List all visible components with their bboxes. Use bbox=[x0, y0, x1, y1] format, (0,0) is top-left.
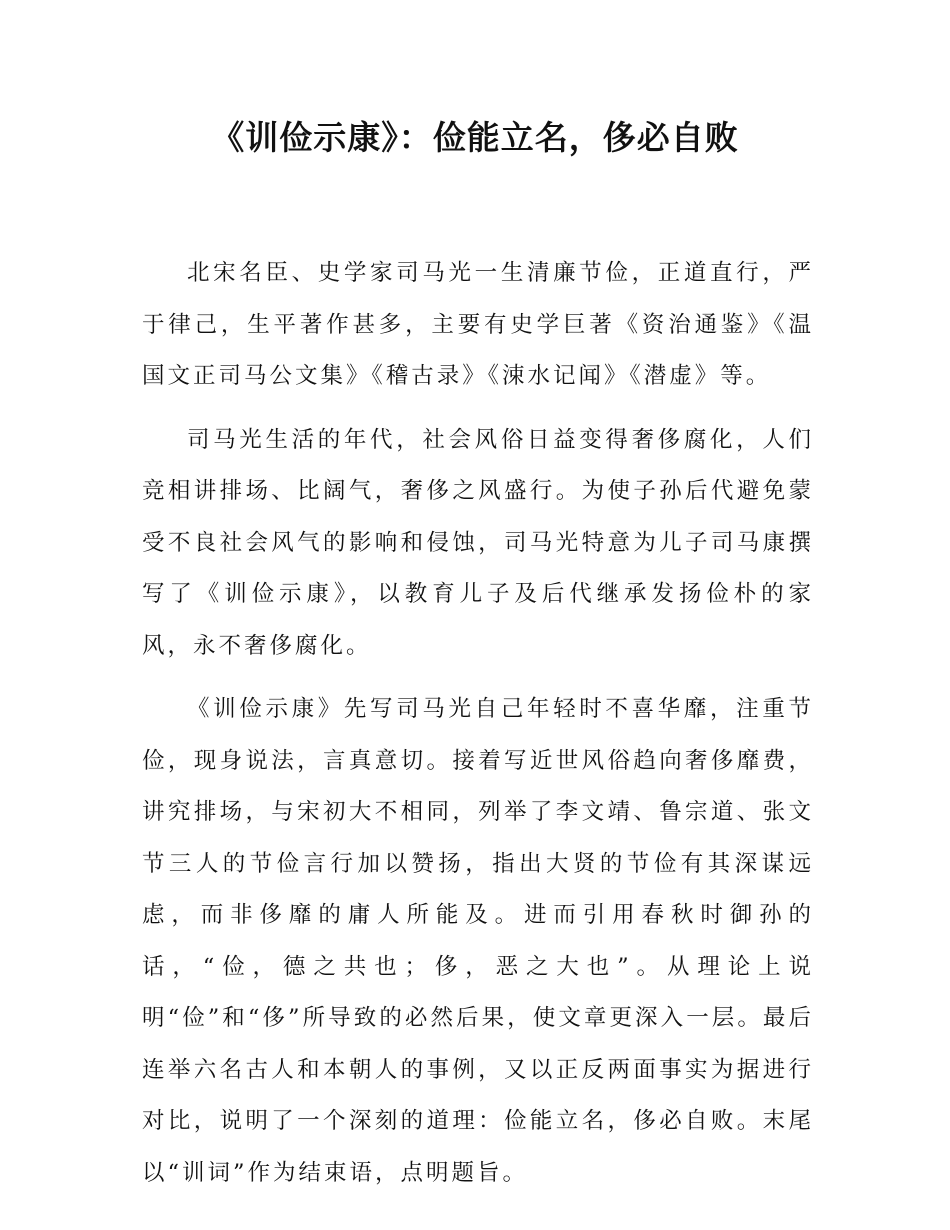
paragraph-2: 司马光生活的年代，社会风俗日益变得奢侈腐化，人们竞相讲排场、比阔气，奢侈之风盛行。为使子孙后代避免蒙受不良社会风气的影响和侵蚀，司马光特意为儿子司马康撰写了《训俭示康》，以教育儿子及后代继承发扬俭朴的家风，永不奢侈腐化。 bbox=[142, 426, 814, 659]
paragraph-3: 《训俭示康》先写司马光自己年轻时不喜华靡，注重节俭，现身说法，言真意切。接着写近世风俗趋向奢侈靡费，讲究排场，与宋初大不相同，列举了李文靖、鲁宗道、张文节三人的节俭言行加以赞扬，指出大贤的节俭有其深谋远虑，而非侈靡的庸人所能及。进而引用春秋时御孙的话，“俭，德之共也；侈，恶之大也”。从理论上说明“俭”和“侈”所导致的必然后果，使文章更深入一层。最后连举六名古人和本朝人的事例，又以正反两面事实为据进行对比，说明了一个深刻的道理：俭能立名，侈必自败。末尾以“训词”作为结束语，点明题旨。 bbox=[142, 696, 814, 1186]
paragraph-1: 北宋名臣、史学家司马光一生清廉节俭，正道直行，严于律己，生平著作甚多，主要有史学巨著《资治通鉴》《温国文正司马公文集》《稽古录》《涑水记闻》《潜虚》等。 bbox=[142, 260, 814, 389]
document-title: 《训俭示康》：俭能立名，侈必自败 bbox=[211, 118, 739, 157]
document-body bbox=[142, 248, 814, 1211]
